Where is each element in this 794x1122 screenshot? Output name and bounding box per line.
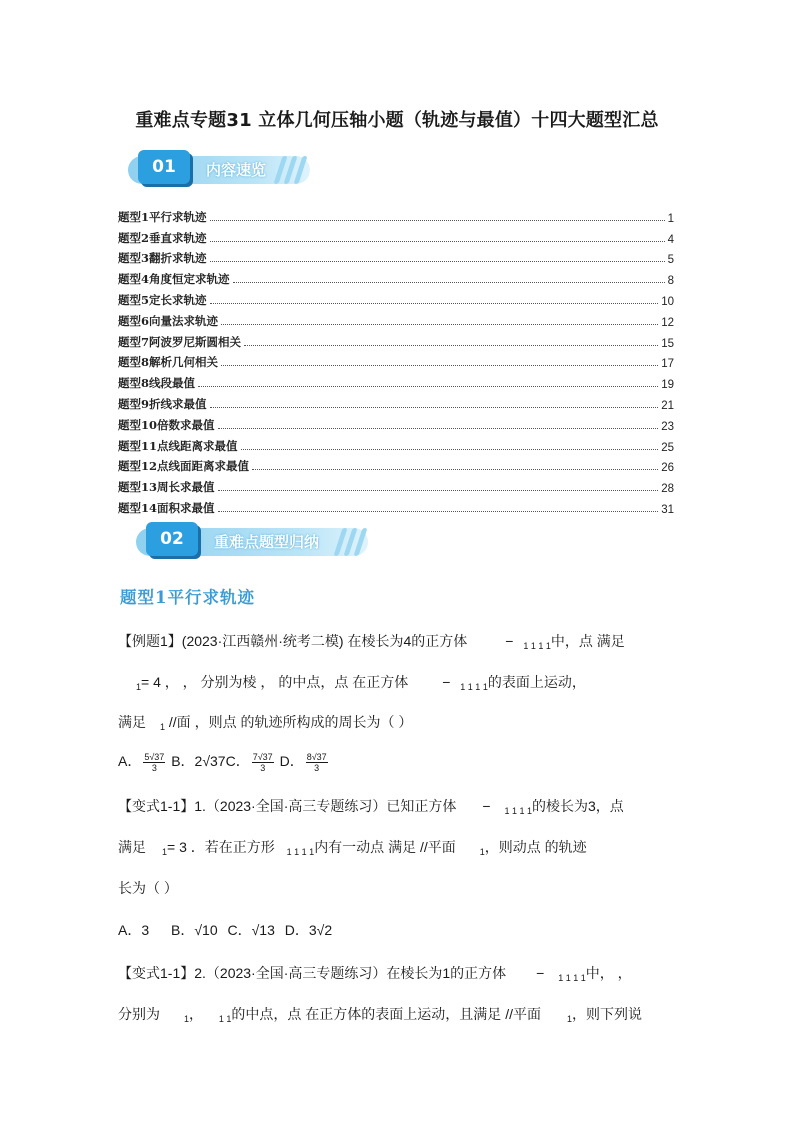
example-3-line-2: 分别为 $_1$， $_{1 1}$的中点，点 在正方体的表面上运动，且满足 //平面 $_1$，则下列说: [118, 1006, 642, 1024]
banner-label: 重难点题型归纳: [214, 533, 320, 551]
example-3-line-1: 【变式1-1】2.（2023·全国·高三专题练习）在棱长为1的正方体 − $_{1 1 1 1}$中， ，: [118, 965, 632, 983]
toc-item[interactable]: 题型7阿波罗尼斯圆相关 15: [118, 334, 674, 350]
toc-item[interactable]: 题型10倍数求最值 23: [118, 417, 674, 433]
toc-item[interactable]: 题型3翻折求轨迹 5: [118, 251, 674, 267]
example-1-line-1: 【例题1】(2023·江西赣州·统考二模) 在棱长为4的正方体 − $_{1 1 1 1}$中，点 满足: [118, 633, 625, 651]
table-of-contents: [118, 204, 674, 516]
toc-item[interactable]: 题型8解析几何相关 17: [118, 355, 674, 371]
banner-number: 01: [138, 150, 190, 184]
example-1-options: A． $\frac{5√37}{3}$ B．2√37C． $\frac{7√37}{3}$ D． $\frac{8√37}{3}$: [118, 751, 327, 773]
toc-item[interactable]: 题型2垂直求轨迹 4: [118, 230, 674, 246]
toc-item[interactable]: 题型9折线求最值 21: [118, 396, 674, 412]
example-2-line-1: 【变式1-1】1.（2023·全国·高三专题练习）已知正方体 − $_{1 1 1 1}$的棱长为3，点: [118, 798, 624, 816]
toc-item[interactable]: 题型8线段最值 19: [118, 376, 674, 392]
section-heading: 题型1平行求轨迹: [120, 588, 255, 607]
toc-item[interactable]: 题型13周长求最值 28: [118, 480, 674, 496]
example-2-line-2: 满足 $_1$= 3 ．若在正方形 $_{1 1 1 1}$内有一动点 满足 //平面 $_1$，则动点 的轨迹: [118, 839, 587, 857]
toc-item[interactable]: 题型12点线面距离求最值 26: [118, 459, 674, 475]
example-2-line-3: 长为（ ）: [118, 880, 178, 896]
toc-item[interactable]: 题型4角度恒定求轨迹 8: [118, 272, 674, 288]
toc-item[interactable]: 题型14面积求最值 31: [118, 500, 674, 516]
example-2-options: A．3 B．√10 C．√13 D．3√2: [118, 922, 333, 938]
toc-item[interactable]: 题型1平行求轨迹 1: [118, 209, 674, 225]
example-1-line-3: 满足 $_1$ //面 ，则点 的轨迹所构成的周长为（ ）: [118, 714, 413, 732]
toc-item[interactable]: 题型11点线距离求最值 25: [118, 438, 674, 454]
toc-item[interactable]: 题型6向量法求轨迹 12: [118, 313, 674, 329]
section-banner-key-types: [126, 522, 372, 560]
section-banner-overview: [118, 150, 312, 188]
banner-number: 02: [146, 522, 198, 556]
page-title: 重难点专题31 立体几何压轴小题（轨迹与最值）十四大题型汇总: [135, 110, 659, 131]
banner-label: 内容速览: [206, 161, 267, 179]
toc-item[interactable]: 题型5定长求轨迹 10: [118, 292, 674, 308]
example-1-line-2: $_1$= 4 ， ， 分别为棱 ， 的中点，点 在正方体 − $_{1 1 1 1}$的表面上运动，: [136, 674, 586, 692]
